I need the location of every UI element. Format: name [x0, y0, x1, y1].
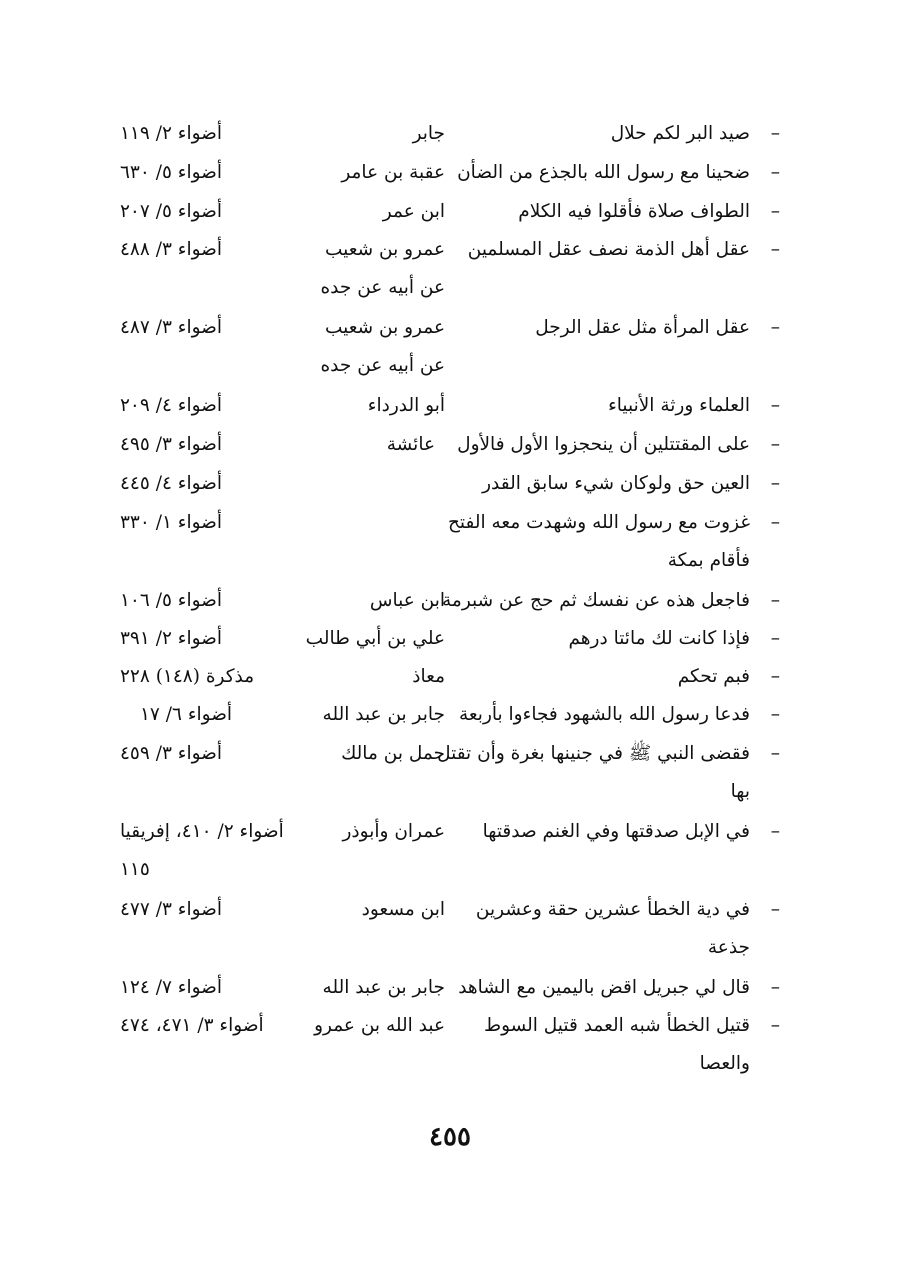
narrator-continuation: عن أبيه عن جده [320, 277, 445, 298]
hadith-entry [100, 310, 780, 376]
bullet-dash: – [770, 162, 780, 183]
bullet-dash: – [770, 821, 780, 842]
bullet-dash: – [770, 590, 780, 611]
page-number: ٤٥٥ [429, 1122, 471, 1152]
narrator: عائشة [386, 434, 435, 455]
hadith-text: قتيل الخطأ شبه العمد قتيل السوط [483, 1015, 750, 1036]
hadith-entry [100, 583, 780, 621]
source-reference: أضواء ٥/ ١٠٦ [120, 590, 223, 611]
hadith-text-continuation: فأقام بمكة [667, 550, 750, 571]
bullet-dash: – [770, 628, 780, 649]
narrator: عمرو بن شعيب [324, 317, 445, 338]
narrator: جابر بن عبد الله [322, 977, 445, 998]
bullet-dash: – [770, 743, 780, 764]
hadith-text: فبم تحكم [677, 666, 750, 687]
source-reference: أضواء ٤/ ٤٤٥ [120, 473, 223, 494]
source-reference: أضواء ١/ ٣٣٠ [120, 512, 223, 533]
hadith-text: غزوت مع رسول الله وشهدت معه الفتح [447, 512, 750, 533]
hadith-text: فدعا رسول الله بالشهود فجاءوا بأربعة [458, 704, 750, 725]
narrator: معاذ [412, 666, 445, 687]
hadith-entry [100, 970, 780, 1008]
bullet-dash: – [770, 899, 780, 920]
bullet-dash: – [770, 666, 780, 687]
narrator: عمران وأبوذر [342, 821, 445, 842]
narrator: عقبة بن عامر [341, 162, 445, 183]
hadith-text: فاجعل هذه عن نفسك ثم حج عن شبرمة [442, 590, 750, 611]
source-reference: أضواء ٤/ ٢٠٩ [120, 395, 223, 416]
source-reference: مذكرة (١٤٨) ٢٢٨ [120, 666, 255, 687]
bullet-dash: – [770, 1015, 780, 1036]
source-reference: أضواء ٦/ ١٧ [140, 704, 233, 725]
hadith-entry [100, 116, 780, 154]
hadith-entry [100, 892, 780, 958]
bullet-dash: – [770, 977, 780, 998]
source-reference: أضواء ٥/ ٦٣٠ [120, 162, 223, 183]
bullet-dash: – [770, 434, 780, 455]
narrator: أبو الدرداء [367, 395, 445, 416]
bullet-dash: – [770, 512, 780, 533]
narrator: جابر [412, 123, 445, 144]
narrator: حمل بن مالك [341, 743, 445, 764]
bullet-dash: – [770, 395, 780, 416]
hadith-text: على المقتتلين أن ينحجزوا الأول فالأول [457, 434, 750, 455]
source-reference: أضواء ٣/ ٤٧١، ٤٧٤ [120, 1015, 264, 1036]
hadith-entry [100, 659, 780, 697]
bullet-dash: – [770, 473, 780, 494]
hadith-entry [100, 736, 780, 802]
hadith-entry [100, 388, 780, 426]
bullet-dash: – [770, 201, 780, 222]
hadith-entry [100, 427, 780, 465]
hadith-text: العين حق ولوكان شيء سابق القدر [482, 473, 750, 494]
hadith-text: العلماء ورثة الأنبياء [608, 395, 750, 416]
source-reference: أضواء ٣/ ٤٨٨ [120, 239, 223, 260]
hadith-entry [100, 1008, 780, 1074]
hadith-entry [100, 194, 780, 232]
hadith-text: في دية الخطأ عشرين حقة وعشرين [475, 899, 750, 920]
source-reference: أضواء ٣/ ٤٩٥ [120, 434, 223, 455]
hadith-entry [100, 621, 780, 659]
hadith-entry [100, 466, 780, 504]
hadith-text-continuation: والعصا [699, 1053, 750, 1074]
hadith-entry [100, 232, 780, 298]
source-reference: أضواء ٢/ ١١٩ [120, 123, 223, 144]
hadith-text: قال لي جبريل اقض باليمين مع الشاهد [458, 977, 750, 998]
source-reference: أضواء ٢/ ٣٩١ [120, 628, 223, 649]
narrator: ابن مسعود [361, 899, 445, 920]
source-reference: أضواء ٢/ ٤١٠، إفريقيا [120, 821, 284, 842]
hadith-text: فإذا كانت لك مائتا درهم [568, 628, 750, 649]
hadith-text: عقل أهل الذمة نصف عقل المسلمين [467, 239, 750, 260]
bullet-dash: – [770, 704, 780, 725]
bullet-dash: – [770, 123, 780, 144]
hadith-text: ضحينا مع رسول الله بالجذع من الضأن [457, 162, 750, 183]
hadith-entry [100, 505, 780, 571]
hadith-text: عقل المرأة مثل عقل الرجل [535, 317, 750, 338]
hadith-text: صيد البر لكم حلال [610, 123, 750, 144]
source-reference: أضواء ٥/ ٢٠٧ [120, 201, 223, 222]
hadith-entry [100, 814, 780, 880]
hadith-entry [100, 155, 780, 193]
narrator: عمرو بن شعيب [324, 239, 445, 260]
narrator: جابر بن عبد الله [322, 704, 445, 725]
source-reference: أضواء ٧/ ١٢٤ [120, 977, 223, 998]
hadith-text-continuation: جذعة [707, 937, 750, 958]
hadith-text: فقضى النبي ﷺ في جنينها بغرة وأن تقتل [437, 743, 750, 764]
hadith-text: الطواف صلاة فأقلوا فيه الكلام [518, 201, 750, 222]
narrator: علي بن أبي طالب [305, 628, 445, 649]
narrator: عبد الله بن عمرو [314, 1015, 445, 1036]
narrator-continuation: عن أبيه عن جده [320, 355, 445, 376]
source-reference-continuation: ١١٥ [120, 859, 150, 880]
narrator: ابن عباس [369, 590, 445, 611]
bullet-dash: – [770, 317, 780, 338]
hadith-text: في الإبل صدقتها وفي الغنم صدقتها [482, 821, 750, 842]
hadith-entry [100, 697, 780, 735]
source-reference: أضواء ٣/ ٤٧٧ [120, 899, 223, 920]
source-reference: أضواء ٣/ ٤٥٩ [120, 743, 223, 764]
narrator: ابن عمر [382, 201, 445, 222]
source-reference: أضواء ٣/ ٤٨٧ [120, 317, 223, 338]
hadith-text-continuation: بها [730, 781, 750, 802]
bullet-dash: – [770, 239, 780, 260]
